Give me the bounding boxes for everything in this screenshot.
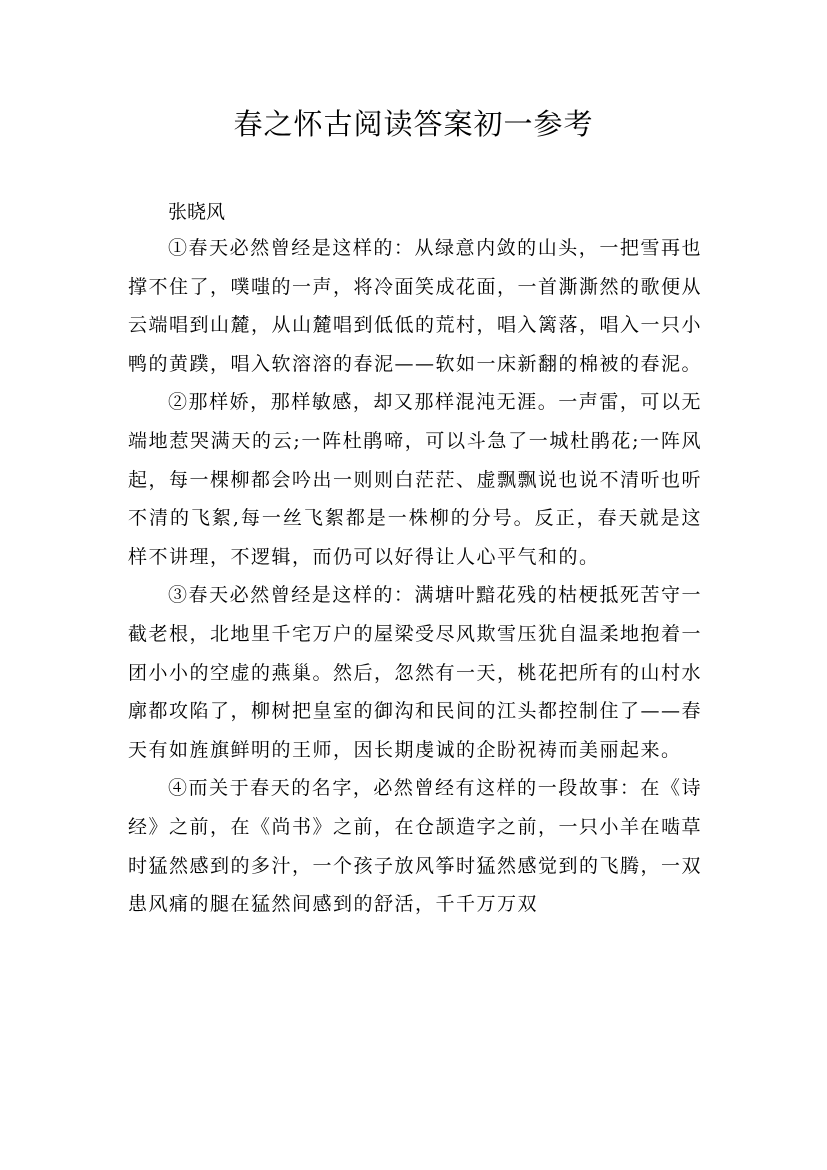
article-body xyxy=(128,196,702,924)
paragraph-3: ③春天必然曾经是这样的：满塘叶黯花残的枯梗抵死苦守一截老根，北地里千宅万户的屋梁受尽风欺雪压犹自温柔地抱着一团小小的空虚的燕巢。然后，忽然有一天，桃花把所有的山村水廓都攻陷了，柳树把皇室的御沟和民间的江头都控制住了——春天有如旌旗鲜明的王师，因长期虔诚的企盼祝祷而美丽起来。 xyxy=(128,584,703,761)
paragraph-4: ④而关于春天的名字，必然曾经有这样的一段故事：在《诗经》之前，在《尚书》之前，在仓颉造字之前，一只小羊在啮草时猛然感到的多汁，一个孩子放风筝时猛然感觉到的飞腾，一双患风痛的腿在猛然间感到的舒活，千千万万双 xyxy=(128,777,703,916)
author-name: 张晓风 xyxy=(168,201,226,223)
paragraph-2: ②那样娇，那样敏感，却又那样混沌无涯。一声雷，可以无端地惹哭满天的云;一阵杜鹃啼，可以斗急了一城杜鹃花;一阵风起，每一棵柳都会吟出一则则白茫茫、虚飘飘说也说不清听也听不清的飞絮,每一丝飞絮都是一株柳的分号。反正，春天就是这样不讲理，不逻辑，而仍可以好得让人心平气和的。 xyxy=(128,391,703,568)
document-title: 春之怀古阅读答案初一参考 xyxy=(233,107,594,141)
paragraph-1: ①春天必然曾经是这样的：从绿意内敛的山头，一把雪再也撑不住了，噗嗤的一声，将冷面笑成花面，一首澌澌然的歌便从云端唱到山麓，从山麓唱到低低的荒村，唱入篱落，唱入一只小鸭的黄蹼，唱入软溶溶的春泥——软如一床新翻的棉被的春泥。 xyxy=(128,237,703,375)
